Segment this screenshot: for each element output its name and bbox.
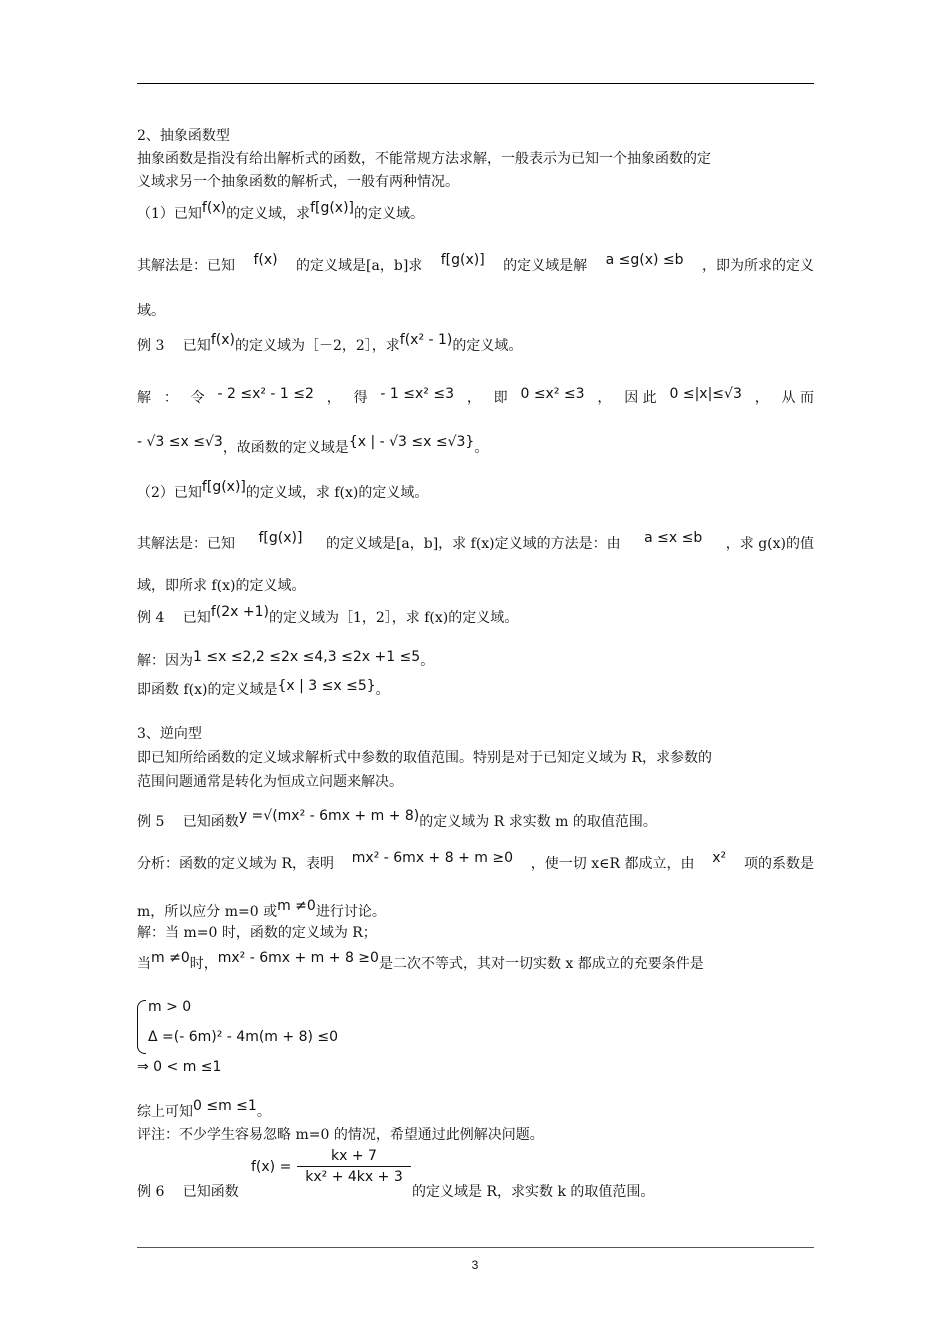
text: 的定义域是解	[503, 258, 588, 274]
math-fgx: f[g(x)]	[201, 479, 246, 495]
math-inequality: - √3 ≤x ≤√3	[137, 434, 223, 450]
math-fx: f(x)	[210, 332, 235, 348]
math-set: {x | 3 ≤x ≤5}	[277, 678, 376, 694]
text: ，即为所求的定义	[701, 258, 814, 274]
system-line-2: Δ =(- 6m)² - 4m(m + 8) ≤0	[148, 1029, 339, 1045]
text: 例 5 已知函数	[137, 814, 239, 830]
text: ，	[466, 390, 481, 406]
text: 进行讨论。	[315, 904, 386, 920]
example-4-line	[137, 604, 814, 628]
example-5-line	[137, 808, 814, 832]
text: 即函数 f(x)的定义域是	[137, 682, 278, 698]
math-lhs: f(x) =	[251, 1159, 292, 1175]
math-inequality: a ≤g(x) ≤b	[605, 252, 684, 268]
method-1-line	[137, 252, 814, 276]
text: 。	[256, 1104, 271, 1120]
text: 时，	[189, 956, 218, 972]
text: 其解法是：已知	[137, 536, 235, 552]
math-inequality: 0 ≤|x|≤√3	[669, 386, 742, 402]
text: 项的系数是	[743, 856, 814, 872]
text: ：	[163, 390, 178, 406]
text: ，	[597, 390, 612, 406]
case-1-line	[137, 200, 814, 224]
page-number: 3	[471, 1258, 479, 1272]
text: 的定义域。	[354, 206, 425, 222]
solution-3-line	[137, 388, 814, 408]
math-fx: f(x)	[201, 200, 227, 216]
section-heading: 2、抽象函数型	[137, 128, 230, 144]
text: 的定义域为［1，2］，求 f(x)的定义域。	[268, 610, 519, 626]
text: 的定义域。	[452, 338, 523, 354]
solution-4-cont-line	[137, 680, 814, 700]
text: 从 而	[781, 390, 814, 406]
solution-3-cont-line	[137, 434, 814, 458]
math-inequality: mx² - 6mx + 8 + m ≥0	[351, 850, 513, 866]
math-fx: f(x)	[253, 252, 278, 268]
math-expression: y =√(mx² - 6mx + m + 8)	[238, 808, 420, 824]
section-heading: 3、逆向型	[137, 726, 202, 742]
math-inequality: 0 ≤m ≤1	[193, 1098, 257, 1114]
text: ，求 g(x)的值	[725, 536, 814, 552]
math-inequality: - 1 ≤x² ≤3	[380, 386, 454, 402]
paragraph-line: 即已知所给函数的定义域求解析式中参数的取值范围。特别是对于已知定义域为 R，求参数的	[137, 750, 712, 766]
text: ，	[326, 390, 341, 406]
text: 综上可知	[137, 1104, 193, 1120]
text: 令	[190, 390, 205, 406]
paragraph-line: 解：当 m=0 时，函数的定义域为 R；	[137, 925, 377, 941]
math-fgx: f[g(x)]	[440, 252, 485, 268]
text: 其解法是：已知	[137, 258, 235, 274]
paragraph-line: 抽象函数是指没有给出解析式的函数，不能常规方法求解，一般表示为已知一个抽象函数的定	[137, 151, 711, 167]
text: 是二次不等式，其对一切实数 x 都成立的充要条件是	[378, 956, 704, 972]
text: ，故函数的定义域是	[222, 440, 349, 456]
case-2-line	[137, 479, 814, 503]
math-inequality: a ≤x ≤b	[644, 530, 703, 546]
math-inequality: 0 ≤x² ≤3	[520, 386, 585, 402]
analysis-5-line	[137, 850, 814, 874]
math-fraction	[297, 1148, 411, 1185]
comment-line: 评注：不少学生容易忽略 m=0 的情况，希望通过此例解决问题。	[137, 1127, 544, 1143]
example-3-line	[137, 332, 814, 356]
text: 例 4 已知	[137, 610, 211, 626]
paragraph-line: 义域求另一个抽象函数的解析式，一般有两种情况。	[137, 174, 459, 190]
analysis-5-cont-line	[137, 898, 814, 922]
text: 分析：函数的定义域为 R，表明	[137, 856, 334, 872]
paragraph-line: 域。	[137, 303, 165, 319]
solution-4-line	[137, 651, 814, 671]
text: （1）已知	[137, 206, 202, 222]
method-2-line	[137, 530, 814, 554]
text: 得	[353, 390, 368, 406]
fraction-denominator: kx² + 4kx + 3	[305, 1169, 403, 1185]
paragraph-line: 域，即所求 f(x)的定义域。	[137, 578, 306, 594]
text: 当	[137, 956, 151, 972]
text: 的定义域，求	[226, 206, 311, 222]
text: 的定义域是[a，b]，求 f(x)定义域的方法是：由	[325, 536, 621, 552]
math-expression: x²	[712, 850, 727, 866]
math-inequality: m ≠0	[151, 950, 190, 966]
text: 的定义域是[a，b]求	[296, 258, 423, 274]
text: 解：因为	[137, 653, 193, 669]
system-brace	[137, 1000, 146, 1054]
text: （2）已知	[137, 485, 202, 501]
text: 的定义域，求 f(x)的定义域。	[245, 485, 429, 501]
math-inequality: - 2 ≤x² - 1 ≤2	[217, 386, 314, 402]
footer-rule	[137, 1247, 814, 1248]
header-rule	[137, 83, 814, 84]
math-inequality: 1 ≤x ≤2,2 ≤2x ≤4,3 ≤2x +1 ≤5	[193, 649, 421, 665]
math-inequality: m ≠0	[277, 898, 316, 914]
text: m，所以应分 m=0 或	[137, 904, 278, 920]
implies-line: ⇒ 0 < m ≤1	[137, 1059, 222, 1075]
math-expression: f(x² - 1)	[399, 332, 453, 348]
conclusion-line	[137, 1098, 814, 1122]
paragraph-line: 范围问题通常是转化为恒成立问题来解决。	[137, 774, 403, 790]
text: 因 此	[624, 390, 657, 406]
text: 例 3 已知	[137, 338, 211, 354]
math-inequality: mx² - 6mx + m + 8 ≥0	[217, 950, 379, 966]
example-6-tail: 的定义域是 R，求实数 k 的取值范围。	[412, 1184, 655, 1200]
solution-5-line	[137, 950, 814, 974]
text: 。	[375, 682, 390, 698]
text: ，使一切 x∈R 都成立，由	[530, 856, 695, 872]
math-fgx: f[g(x)]	[258, 530, 303, 546]
system-line-1: m > 0	[148, 999, 192, 1015]
fraction-bar	[297, 1166, 411, 1167]
text: 即	[493, 390, 508, 406]
math-set: {x | - √3 ≤x ≤√3}	[348, 434, 475, 450]
math-expression: f(2x +1)	[210, 604, 269, 620]
text: 的定义域为 R 求实数 m 的取值范围。	[419, 814, 657, 830]
text: 。	[420, 653, 435, 669]
text: 解	[137, 390, 151, 406]
fraction-numerator: kx + 7	[331, 1148, 377, 1164]
math-fgx: f[g(x)]	[310, 200, 355, 216]
text: 。	[474, 440, 489, 456]
text: ，	[754, 390, 769, 406]
text: 例 6 已知函数	[137, 1184, 239, 1200]
text: 的定义域为［－2，2］，求	[234, 338, 400, 354]
